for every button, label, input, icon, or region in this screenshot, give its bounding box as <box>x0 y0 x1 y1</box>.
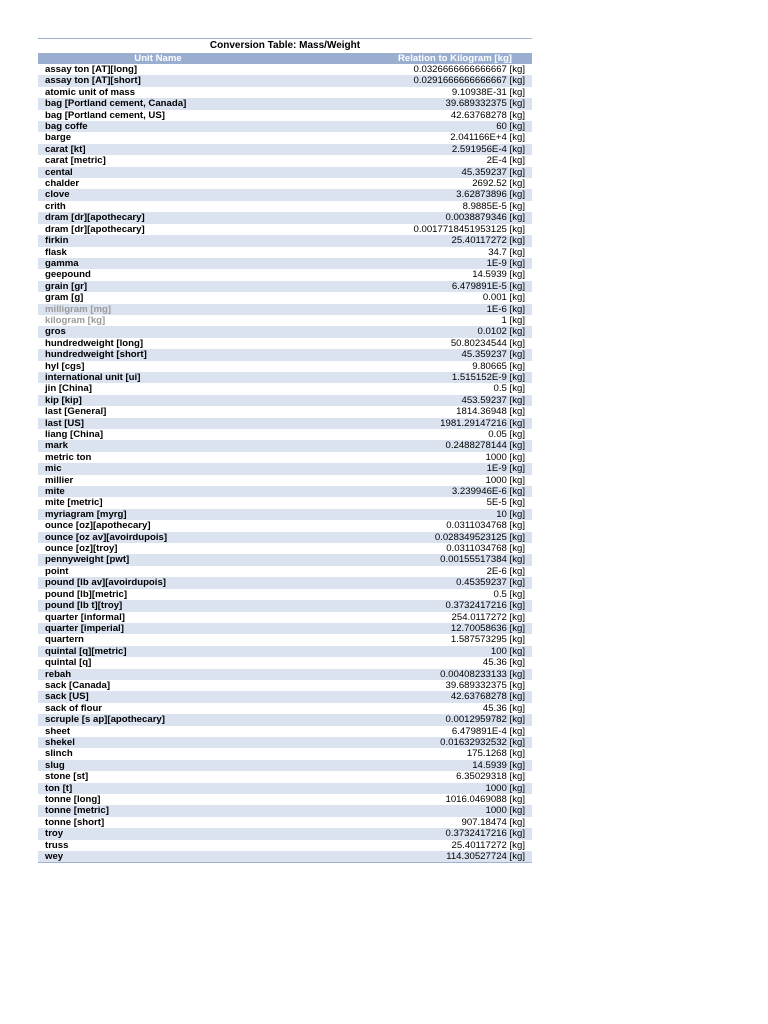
unit-name-cell: bag [Portland cement, US] <box>45 109 165 121</box>
relation-value-cell: 0.05 [kg] <box>488 429 525 440</box>
unit-name-cell: wey <box>38 851 278 863</box>
table-body <box>38 64 532 863</box>
unit-name-cell: last [General] <box>45 406 107 418</box>
unit-name-cell: hundredweight [long] <box>45 337 144 349</box>
relation-value-cell: 2E-4 [kg] <box>486 155 525 167</box>
table-row <box>38 383 532 394</box>
relation-value-cell: 175.1268 [kg] <box>466 748 525 760</box>
table-row <box>38 418 532 429</box>
unit-name-cell: slinch <box>45 748 73 760</box>
table-row <box>38 326 532 337</box>
relation-value-cell: 12.70058636 [kg] <box>278 623 532 634</box>
table-row <box>38 669 532 680</box>
relation-value-cell: 50.80234544 [kg] <box>450 337 525 349</box>
relation-value-cell: 14.5939 [kg] <box>278 760 532 771</box>
relation-value-cell: 254.0117272 [kg] <box>451 611 525 623</box>
unit-name-cell: pound [lb t][troy] <box>38 600 278 611</box>
unit-name-cell: metric ton <box>45 451 92 463</box>
table-row <box>38 189 532 200</box>
table-row <box>38 771 532 782</box>
relation-value-cell: 3.239946E-6 [kg] <box>278 486 532 497</box>
table-row <box>38 75 532 86</box>
relation-value-cell: 10 [kg] <box>278 509 532 520</box>
unit-name-cell: pound [lb av][avoirdupois] <box>38 577 278 588</box>
table-title: Conversion Table: Mass/Weight <box>38 38 532 53</box>
unit-name-cell: truss <box>45 839 69 851</box>
unit-name-cell: point <box>45 565 69 577</box>
table-row <box>38 703 532 714</box>
relation-value-cell: 42.63768278 [kg] <box>450 109 525 121</box>
relation-value-cell: 14.5939 [kg] <box>472 269 525 281</box>
table-row <box>38 201 532 212</box>
unit-name-cell: quarter [imperial] <box>38 623 278 634</box>
table-row <box>38 634 532 645</box>
relation-value-cell: 42.63768278 [kg] <box>278 691 532 702</box>
unit-name-cell: slug <box>38 760 278 771</box>
relation-value-cell: 0.2488278144 [kg] <box>278 440 532 451</box>
relation-value-cell: 45.36 [kg] <box>482 702 525 714</box>
unit-name-cell: crith <box>45 200 66 212</box>
relation-value-cell: 1000 [kg] <box>278 783 532 794</box>
unit-name-cell: scruple [s ap][apothecary] <box>38 714 278 725</box>
relation-value-cell: 0.0311034768 [kg] <box>446 543 525 555</box>
table-row <box>38 144 532 155</box>
table-row <box>38 349 532 360</box>
table-row <box>38 406 532 417</box>
relation-value-cell: 0.001 [kg] <box>482 292 525 304</box>
relation-value-cell: 9.10938E-31 [kg] <box>451 86 525 98</box>
relation-value-cell: 2E-6 [kg] <box>486 565 525 577</box>
unit-name-cell: sack [US] <box>38 691 278 702</box>
table-row <box>38 155 532 166</box>
unit-name-cell: assay ton [AT][short] <box>38 75 278 86</box>
relation-value-cell: 34.7 [kg] <box>488 246 525 258</box>
table-row <box>38 509 532 520</box>
unit-name-cell: pound [lb][metric] <box>45 588 128 600</box>
relation-value-cell: 1000 [kg] <box>485 474 525 486</box>
table-row <box>38 132 532 143</box>
relation-value-cell: 60 [kg] <box>278 121 532 132</box>
unit-name-cell: hundredweight [short] <box>38 349 278 360</box>
relation-value-cell: 1.515152E-9 [kg] <box>278 372 532 383</box>
table-row <box>38 840 532 851</box>
unit-name-cell: atomic unit of mass <box>45 86 136 98</box>
unit-name-cell: mark <box>38 440 278 451</box>
table-row <box>38 440 532 451</box>
header-row <box>38 53 532 64</box>
column-header-unit-name: Unit Name <box>38 53 278 64</box>
unit-name-cell: shekel <box>38 737 278 748</box>
relation-value-cell: 0.0038879346 [kg] <box>278 212 532 223</box>
table-row <box>38 657 532 668</box>
table-row <box>38 612 532 623</box>
unit-name-cell: kilogram [kg] <box>45 314 106 326</box>
unit-name-cell: quintal [q] <box>45 657 92 669</box>
table-row <box>38 212 532 223</box>
conversion-table <box>38 53 532 863</box>
table-row <box>38 646 532 657</box>
table-row <box>38 760 532 771</box>
table-row <box>38 566 532 577</box>
unit-name-cell: liang [China] <box>45 429 104 440</box>
unit-name-cell: tonne [metric] <box>38 805 278 816</box>
relation-value-cell: 1E-9 [kg] <box>278 463 532 474</box>
relation-value-cell: 1E-9 [kg] <box>278 258 532 269</box>
table-row <box>38 372 532 383</box>
table-row <box>38 817 532 828</box>
unit-name-cell: quarter [informal] <box>45 611 125 623</box>
relation-value-cell: 6.35029318 [kg] <box>456 771 525 783</box>
unit-name-cell: gamma <box>38 258 278 269</box>
relation-value-cell: 1000 [kg] <box>278 805 532 816</box>
relation-value-cell: 5E-5 [kg] <box>486 497 525 509</box>
column-header-relation: Relation to Kilogram [kg] <box>278 53 532 64</box>
unit-name-cell: cental <box>38 167 278 178</box>
table-row <box>38 247 532 258</box>
relation-value-cell: 0.0291666666666667 [kg] <box>278 75 532 86</box>
relation-value-cell: 0.3732417216 [kg] <box>278 828 532 839</box>
unit-name-cell: mite <box>38 486 278 497</box>
table-row <box>38 338 532 349</box>
relation-value-cell: 0.00408233133 [kg] <box>278 669 532 680</box>
relation-value-cell: 0.3732417216 [kg] <box>278 600 532 611</box>
table-row <box>38 577 532 588</box>
relation-value-cell: 0.0012959782 [kg] <box>278 714 532 725</box>
relation-value-cell: 6.479891E-5 [kg] <box>278 281 532 292</box>
unit-name-cell: barge <box>45 132 72 144</box>
table-row <box>38 395 532 406</box>
unit-name-cell: clove <box>38 189 278 200</box>
relation-value-cell: 2.591956E-4 [kg] <box>278 144 532 155</box>
table-row <box>38 110 532 121</box>
conversion-document <box>38 38 532 863</box>
unit-name-cell: ounce [oz][apothecary] <box>45 520 151 532</box>
table-row <box>38 178 532 189</box>
relation-value-cell: 2692.52 [kg] <box>472 178 525 190</box>
relation-value-cell: 100 [kg] <box>278 646 532 657</box>
table-row <box>38 292 532 303</box>
relation-value-cell: 25.40117272 [kg] <box>451 839 525 851</box>
table-row <box>38 463 532 474</box>
unit-name-cell: chalder <box>45 178 80 190</box>
table-row <box>38 623 532 634</box>
table-row <box>38 783 532 794</box>
unit-name-cell: kip [kip] <box>38 395 278 406</box>
relation-value-cell: 0.5 [kg] <box>493 588 525 600</box>
unit-name-cell: dram [dr][apothecary] <box>38 212 278 223</box>
table-row <box>38 475 532 486</box>
unit-name-cell: hyl [cgs] <box>45 360 85 372</box>
unit-name-cell: milligram [mg] <box>38 304 278 315</box>
relation-value-cell: 114.30527724 [kg] <box>278 851 532 863</box>
unit-name-cell: carat [kt] <box>38 144 278 155</box>
table-row <box>38 748 532 759</box>
unit-name-cell: dram [dr][apothecary] <box>45 223 145 235</box>
unit-name-cell: troy <box>38 828 278 839</box>
relation-value-cell: 0.01632932532 [kg] <box>278 737 532 748</box>
unit-name-cell: myriagram [myrg] <box>38 509 278 520</box>
unit-name-cell: sack of flour <box>45 702 103 714</box>
table-row <box>38 680 532 691</box>
unit-name-cell: carat [metric] <box>45 155 106 167</box>
table-row <box>38 167 532 178</box>
table-row <box>38 794 532 805</box>
table-row <box>38 691 532 702</box>
unit-name-cell: grain [gr] <box>38 281 278 292</box>
relation-value-cell: 6.479891E-4 [kg] <box>451 725 525 737</box>
relation-value-cell: 453.59237 [kg] <box>278 395 532 406</box>
table-row <box>38 828 532 839</box>
unit-name-cell: international unit [ui] <box>38 372 278 383</box>
table-row <box>38 452 532 463</box>
relation-value-cell: 9.80665 [kg] <box>472 360 525 372</box>
table-row <box>38 805 532 816</box>
table-row <box>38 281 532 292</box>
relation-value-cell: 1981.29147216 [kg] <box>278 418 532 429</box>
table-row <box>38 714 532 725</box>
table-row <box>38 726 532 737</box>
unit-name-cell: bag coffe <box>38 121 278 132</box>
table-row <box>38 98 532 109</box>
table-row <box>38 121 532 132</box>
relation-value-cell: 1.587573295 [kg] <box>450 634 525 646</box>
relation-value-cell: 39.689332375 [kg] <box>445 679 525 691</box>
unit-name-cell: last [US] <box>38 418 278 429</box>
unit-name-cell: pennyweight [pwt] <box>38 554 278 565</box>
unit-name-cell: flask <box>45 246 67 258</box>
relation-value-cell: 0.0311034768 [kg] <box>446 520 525 532</box>
table-row <box>38 589 532 600</box>
table-row <box>38 304 532 315</box>
unit-name-cell: assay ton [AT][long] <box>45 64 138 75</box>
relation-value-cell: 1814.36948 [kg] <box>456 406 525 418</box>
unit-name-cell: stone [st] <box>45 771 89 783</box>
relation-value-cell: 907.18474 [kg] <box>461 816 525 828</box>
unit-name-cell: sheet <box>45 725 71 737</box>
relation-value-cell: 39.689332375 [kg] <box>278 98 532 109</box>
relation-value-cell: 2.041166E+4 [kg] <box>450 132 525 144</box>
table-row <box>38 429 532 440</box>
table-row <box>38 224 532 235</box>
table-row <box>38 543 532 554</box>
relation-value-cell: 45.359237 [kg] <box>278 349 532 360</box>
unit-name-cell: gram [g] <box>45 292 84 304</box>
unit-name-cell: tonne [long] <box>45 794 101 805</box>
table-row <box>38 315 532 326</box>
table-row <box>38 600 532 611</box>
relation-value-cell: 45.36 [kg] <box>482 657 525 669</box>
unit-name-cell: gros <box>38 326 278 337</box>
relation-value-cell: 0.028349523125 [kg] <box>278 532 532 543</box>
relation-value-cell: 0.45359237 [kg] <box>278 577 532 588</box>
relation-value-cell: 1016.0469088 [kg] <box>445 794 525 805</box>
table-row <box>38 258 532 269</box>
table-row <box>38 520 532 531</box>
unit-name-cell: quartern <box>45 634 84 646</box>
table-row <box>38 269 532 280</box>
unit-name-cell: millier <box>45 474 74 486</box>
unit-name-cell: rebah <box>38 669 278 680</box>
relation-value-cell: 1E-6 [kg] <box>278 304 532 315</box>
unit-name-cell: mic <box>38 463 278 474</box>
table-row <box>38 361 532 372</box>
table-row <box>38 87 532 98</box>
relation-value-cell: 0.0017718451953125 [kg] <box>413 223 525 235</box>
unit-name-cell: sack [Canada] <box>45 679 111 691</box>
unit-name-cell: jin [China] <box>45 383 92 395</box>
relation-value-cell: 45.359237 [kg] <box>278 167 532 178</box>
unit-name-cell: firkin <box>38 235 278 246</box>
relation-value-cell: 8.9885E-5 [kg] <box>462 200 525 212</box>
unit-name-cell: ton [t] <box>38 783 278 794</box>
unit-name-cell: mite [metric] <box>45 497 103 509</box>
table-row <box>38 64 532 75</box>
table-row <box>38 554 532 565</box>
unit-name-cell: ounce [oz][troy] <box>45 543 118 555</box>
table-row <box>38 235 532 246</box>
table-row <box>38 851 532 863</box>
unit-name-cell: ounce [oz av][avoirdupois] <box>38 532 278 543</box>
table-row <box>38 486 532 497</box>
unit-name-cell: quintal [q][metric] <box>38 646 278 657</box>
relation-value-cell: 0.00155517384 [kg] <box>278 554 532 565</box>
unit-name-cell: bag [Portland cement, Canada] <box>38 98 278 109</box>
relation-value-cell: 1 [kg] <box>501 314 525 326</box>
unit-name-cell: tonne [short] <box>45 816 105 828</box>
relation-value-cell: 0.0102 [kg] <box>278 326 532 337</box>
table-row <box>38 737 532 748</box>
relation-value-cell: 3.62873896 [kg] <box>278 189 532 200</box>
table-row <box>38 497 532 508</box>
unit-name-cell: geepound <box>45 269 91 281</box>
table-row <box>38 532 532 543</box>
relation-value-cell: 1000 [kg] <box>485 451 525 463</box>
relation-value-cell: 25.40117272 [kg] <box>278 235 532 246</box>
relation-value-cell: 0.0326666666666667 [kg] <box>413 64 525 75</box>
relation-value-cell: 0.5 [kg] <box>493 383 525 395</box>
